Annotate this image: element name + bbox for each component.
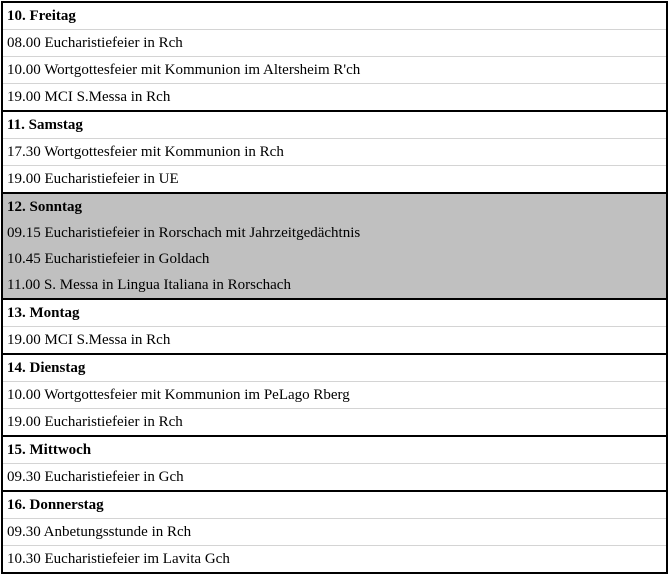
event-row: 17.30 Wortgottesfeier mit Kommunion in Rch — [3, 139, 666, 166]
day-block-samstag — [3, 112, 666, 194]
event-row: 19.00 MCI S.Messa in Rch — [7, 332, 171, 348]
event-row: 08.00 Eucharistiefeier in Rch — [3, 30, 666, 57]
day-block-freitag — [3, 3, 666, 112]
event-row: 09.15 Eucharistiefeier in Rorschach mit Jahrzeitgedächtnis — [7, 225, 361, 241]
event-row: 11.00 S. Messa in Lingua Italiana in Rorschach — [7, 277, 291, 293]
schedule-table — [1, 1, 668, 574]
event-row: 19.00 Eucharistiefeier in Rch — [7, 414, 183, 430]
day-heading: 16. Donnerstag — [3, 492, 666, 519]
day-block-mittwoch — [3, 437, 666, 492]
day-block-dienstag — [3, 355, 666, 437]
event-row: 10.00 Wortgottesfeier mit Kommunion im Altersheim R'ch — [3, 57, 666, 84]
day-block-montag — [3, 300, 666, 355]
day-block-sonntag — [3, 194, 666, 300]
day-heading: 13. Montag — [3, 300, 666, 327]
event-row: 10.45 Eucharistiefeier in Goldach — [7, 251, 210, 267]
day-heading: 11. Samstag — [3, 112, 666, 139]
day-heading: 14. Dienstag — [3, 355, 666, 382]
event-row: 10.30 Eucharistiefeier im Lavita Gch — [7, 551, 230, 567]
day-block-donnerstag — [3, 492, 666, 572]
event-row: 19.00 MCI S.Messa in Rch — [7, 89, 171, 105]
day-heading: 12. Sonntag — [7, 199, 83, 215]
day-heading: 15. Mittwoch — [3, 437, 666, 464]
event-row: 09.30 Anbetungsstunde in Rch — [3, 519, 666, 546]
event-row: 09.30 Eucharistiefeier in Gch — [7, 469, 184, 485]
event-row: 10.00 Wortgottesfeier mit Kommunion im PeLago Rberg — [3, 382, 666, 409]
day-heading: 10. Freitag — [3, 3, 666, 30]
event-row: 19.00 Eucharistiefeier in UE — [7, 171, 179, 187]
